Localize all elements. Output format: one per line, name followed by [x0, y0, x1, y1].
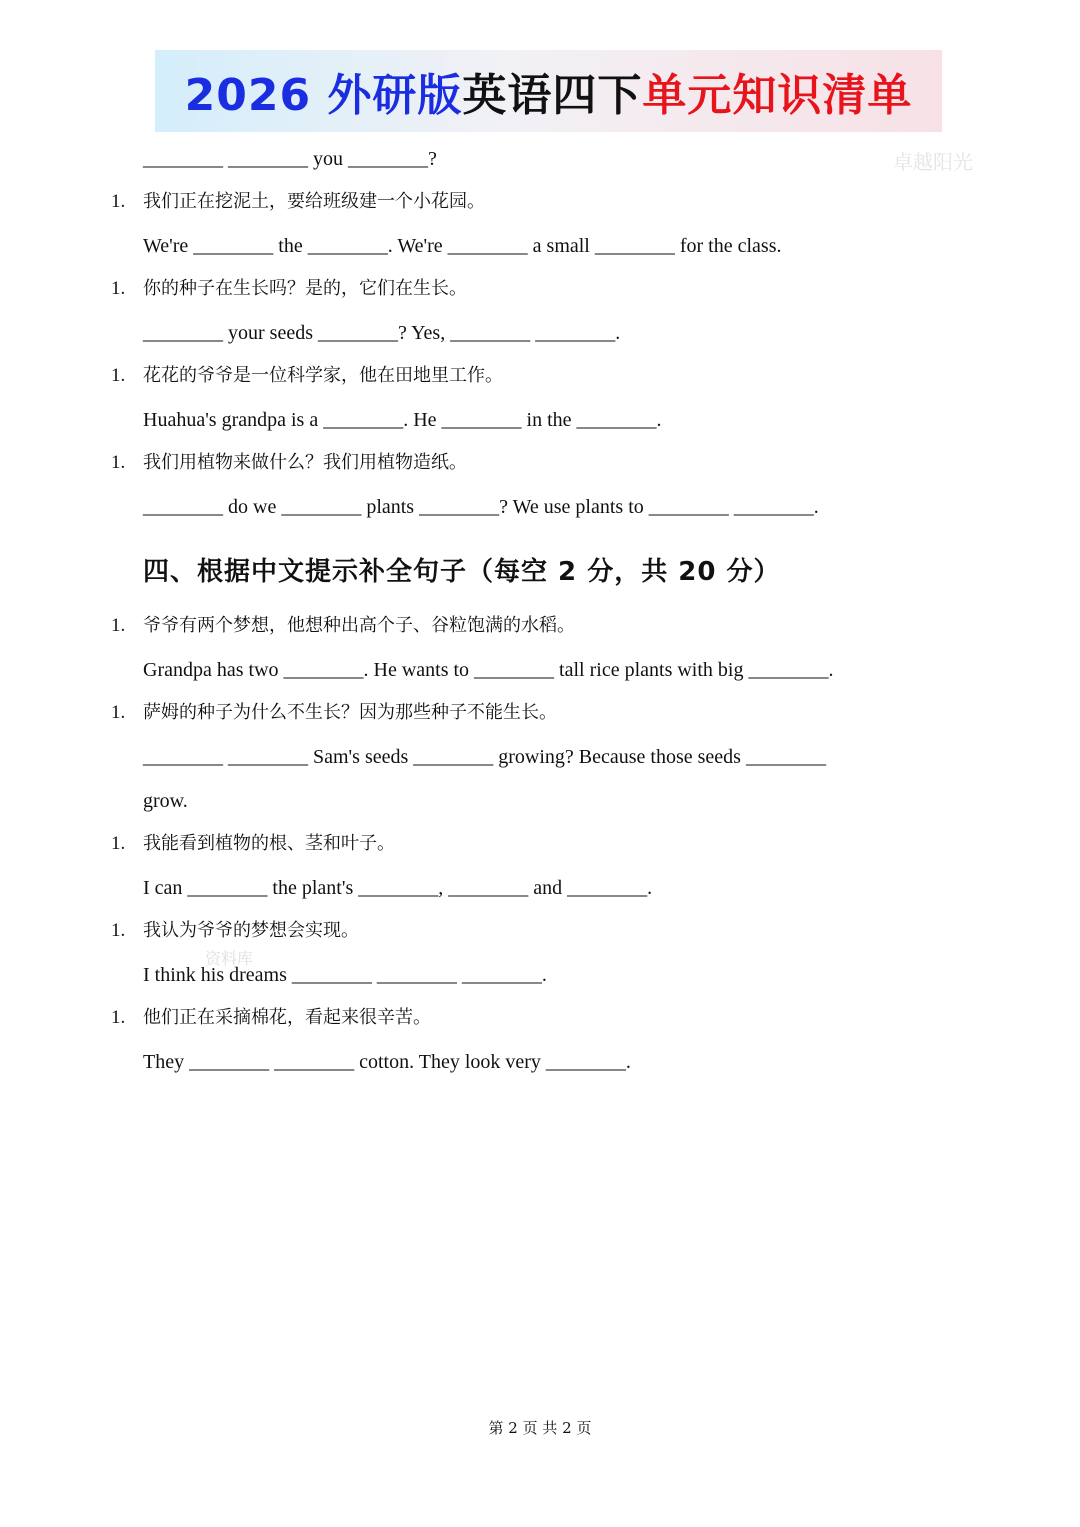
item-chinese-prompt: 我认为爷爷的梦想会实现。: [143, 920, 359, 941]
item-english-answer: Huahua's grandpa is a ________. He ________ in the ________.: [143, 409, 662, 431]
item-english-answer: I can ________ the plant's ________, ________ and ________.: [143, 877, 653, 899]
item-english-answer: They ________ ________ cotton. They look very ________.: [143, 1051, 631, 1073]
top-answer-line: ________ ________ you ________?: [143, 148, 437, 170]
item-number: 1.: [111, 833, 126, 854]
item-chinese-prompt: 爷爷有两个梦想，他想种出高个子、谷粒饱满的水稻。: [143, 615, 575, 636]
item-number: 1.: [111, 278, 126, 299]
item-number: 1.: [111, 702, 126, 723]
banner-part-1: 2026 外研版: [184, 70, 463, 121]
item-number: 1.: [111, 365, 126, 386]
banner-part-3: 单元知识清单: [642, 70, 913, 121]
item-chinese-prompt: 你的种子在生长吗？是的，它们在生长。: [143, 278, 467, 299]
item-chinese-prompt: 我能看到植物的根、茎和叶子。: [143, 833, 395, 854]
item-number: 1.: [111, 191, 126, 212]
item-number: 1.: [111, 452, 126, 473]
item-chinese-prompt: 我们正在挖泥土，要给班级建一个小花园。: [143, 191, 485, 212]
section-heading: 四、根据中文提示补全句子（每空 2 分，共 20 分）: [143, 557, 781, 587]
banner-part-2: 英语四下: [462, 70, 643, 121]
item-english-answer: Grandpa has two ________. He wants to ________ tall rice plants with big ________.: [143, 659, 834, 681]
watermark-top: 卓越阳光: [893, 150, 973, 174]
item-chinese-prompt: 他们正在采摘棉花，看起来很辛苦。: [143, 1007, 431, 1028]
title-banner: [155, 50, 942, 132]
item-english-answer: I think his dreams ________ ________ ________.: [143, 964, 547, 986]
item-chinese-prompt: 萨姆的种子为什么不生长？因为那些种子不能生长。: [143, 702, 557, 723]
item-english-answer: ________ do we ________ plants ________? We use plants to ________ ________.: [143, 496, 819, 518]
item-english-answer-continued: grow.: [143, 790, 188, 812]
item-number: 1.: [111, 920, 126, 941]
page-footer: 第 2 页 共 2 页: [488, 1419, 592, 1437]
item-number: 1.: [111, 615, 126, 636]
item-english-answer: ________ ________ Sam's seeds ________ growing? Because those seeds ________: [143, 746, 826, 768]
item-english-answer: ________ your seeds ________? Yes, ________ ________.: [143, 322, 621, 344]
watermark-mid: 资料库: [205, 949, 254, 968]
item-chinese-prompt: 我们用植物来做什么？我们用植物造纸。: [143, 452, 467, 473]
item-number: 1.: [111, 1007, 126, 1028]
item-english-answer: We're ________ the ________. We're ________ a small ________ for the class.: [143, 235, 782, 257]
item-chinese-prompt: 花花的爷爷是一位科学家，他在田地里工作。: [143, 365, 503, 386]
